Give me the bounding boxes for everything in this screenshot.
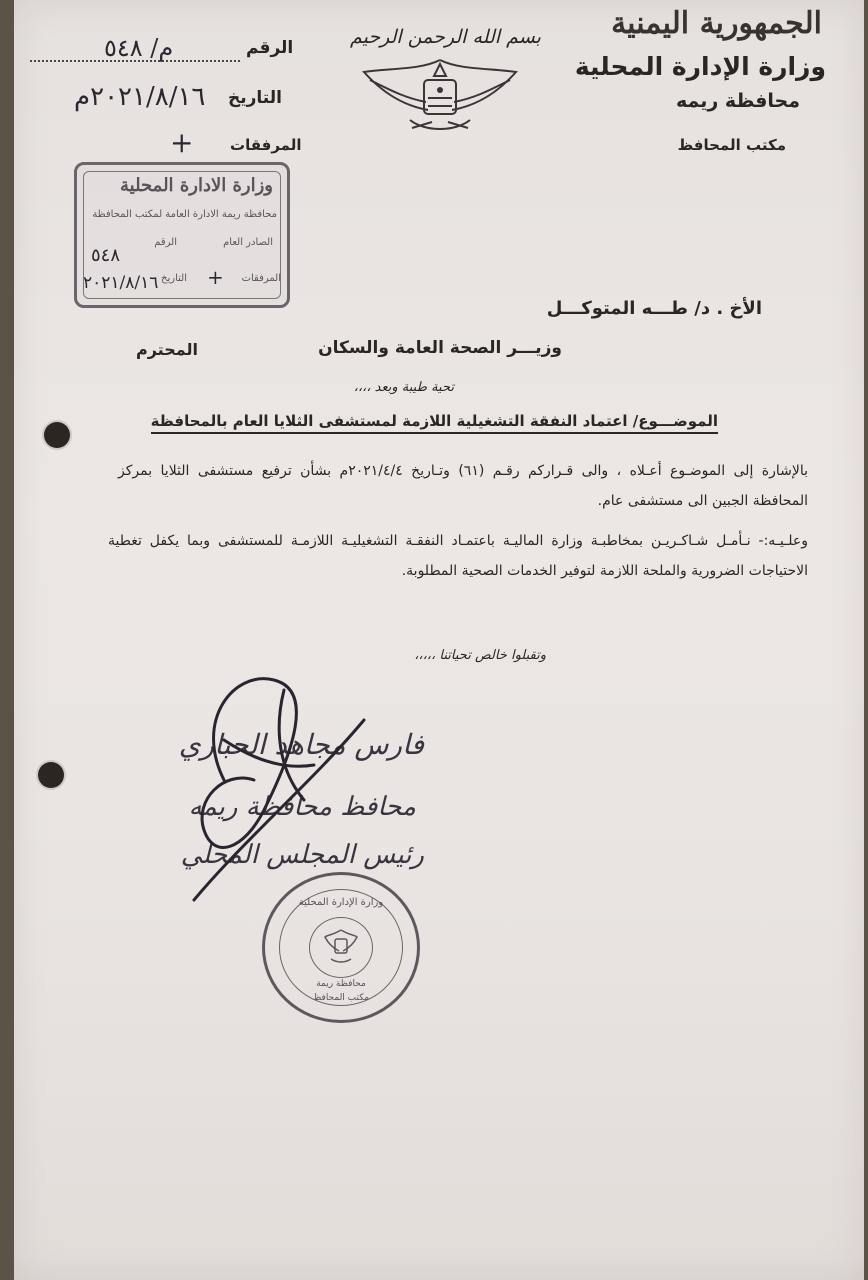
body-paragraph-1: بالإشارة إلى الموضـوع أعـلاه ، والى قـراركم رقـم (٦١) وتـاريخ ٢٠٢١/٤/٤م بشأن ترفيع مستشفى الثلايا بمركز المحافظة الجبين الى مستشفى عام. <box>118 463 809 509</box>
subject-line: الموضـــوع/ اعتماد النفقة التشغيلية اللازمة لمستشفى الثلايا العام بالمحافظة <box>151 412 718 434</box>
reference-attachments-label: المرفقات <box>230 136 302 154</box>
reference-attachments-value: + <box>170 126 194 159</box>
basmala: بسم الله الرحمن الرحيم <box>350 26 541 48</box>
reference-number-line <box>30 60 240 62</box>
stamp-attachments-label: المرفقات <box>241 273 281 284</box>
stamp-date-label: التاريخ <box>161 273 187 284</box>
addressee-position: وزيـــر الصحة العامة والسكان <box>318 338 562 358</box>
reference-date-value: ٢٠٢١/٨/١٦م <box>74 82 206 112</box>
closing-line: وتقبلوا خالص تحياتنا ،،،،، <box>414 648 546 663</box>
stamp-subtitle: محافظة ريمة الادارة العامة لمكتب المحافظة <box>92 209 277 220</box>
registration-stamp <box>74 162 290 308</box>
seal-emblem-icon <box>323 927 359 965</box>
punch-hole-bottom <box>38 762 64 788</box>
stamp-title: وزارة الادارة المحلية <box>120 175 273 196</box>
stamp-attachments-value: + <box>207 265 224 289</box>
handwritten-signature-icon <box>164 660 424 920</box>
addressee-name: الأخ . د/ طـــه المتوكـــل <box>546 298 762 319</box>
addressee-honorific: المحترم <box>136 340 198 359</box>
seal-outer-text: وزارة الإدارة المحلية <box>298 897 384 908</box>
letterhead-country: الجمهورية اليمنية <box>611 6 822 41</box>
greeting: تحية طيبة وبعد ،،،، <box>353 380 454 395</box>
republic-emblem-icon <box>350 50 530 138</box>
signatory-title: محافظ محافظة ريمه <box>188 792 416 822</box>
signatory-name: فارس مجاهد الحباري <box>178 728 424 761</box>
stamp-date-value: ٢٠٢١/٨/١٦ <box>83 273 159 293</box>
seal-bottom-text: مكتب المحافظ <box>312 993 370 1003</box>
letterhead-office: مكتب المحافظ <box>677 136 786 154</box>
body-paragraph-2: وعلـيـه:- نـأمـل شـاكـريـن بمخاطبـة وزارة الماليـة باعتمـاد النفقـة التشغيليـة اللازمـة للمستشفى وبما يكفل تغطية الاحتياجات الضرورية والملحة اللازمة لتوفير الخدمات الصحية المطلوبة. <box>108 533 808 579</box>
punch-hole-top <box>44 422 70 448</box>
reference-number-label: الرقم <box>246 38 294 58</box>
reference-date-label: التاريخ <box>228 88 282 108</box>
stamp-number-label: الرقم <box>154 237 177 248</box>
stamp-number-value: ٥٤٨ <box>91 245 121 266</box>
seal-inner-text: محافظة ريمة <box>316 979 366 989</box>
signatory-role: رئيس المجلس المحلي <box>180 840 424 870</box>
stamp-outgoing-label: الصادر العام <box>223 237 273 248</box>
letterhead-ministry: وزارة الإدارة المحلية <box>574 52 826 81</box>
reference-number-value: م/ ٥٤٨ <box>104 34 174 62</box>
letterhead-governorate: محافظة ريمه <box>675 90 800 112</box>
letter-page <box>14 0 864 1280</box>
